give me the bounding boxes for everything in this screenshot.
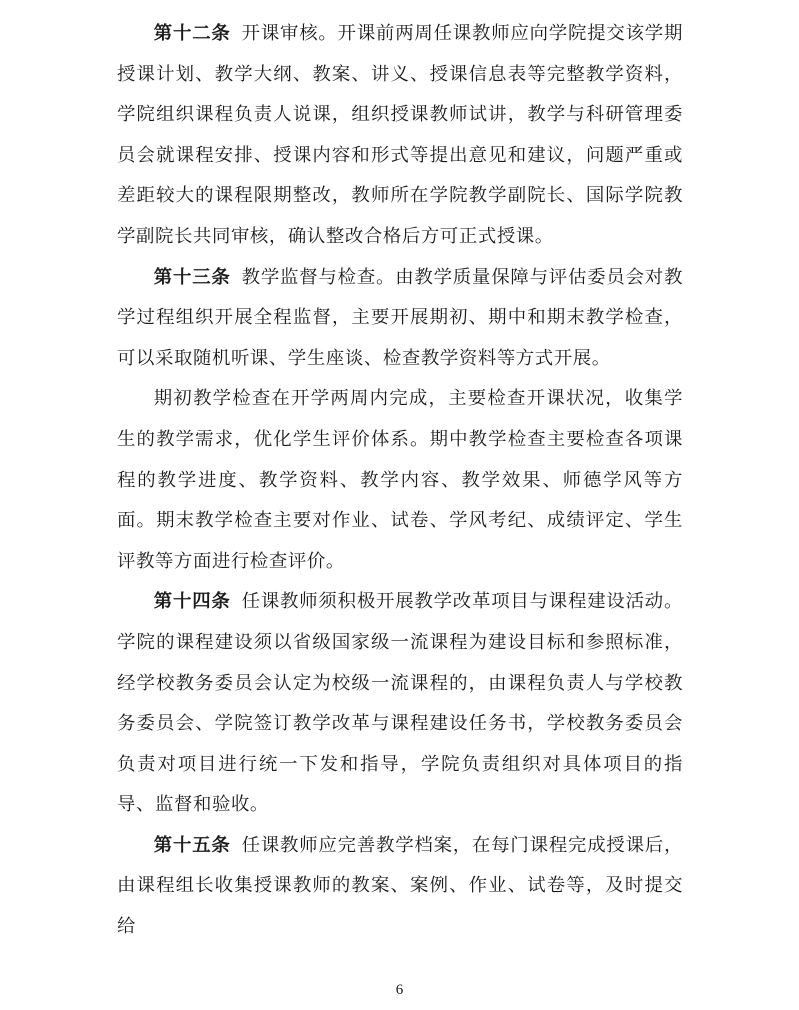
inspection-paragraph [117, 379, 683, 582]
inspection-text: 期初教学检查在开学两周内完成，主要检查开课状况，收集学生的教学需求，优化学生评价体系。期中教学检查主要检查各项课程的教学进度、教学资料、教学内容、教学效果、师德学风等方面。期末教学检查主要对作业、试卷、学风考纪、成绩评定、学生评教等方面进行检查评价。 [117, 388, 683, 572]
article-15-paragraph [117, 826, 683, 948]
article-15-label: 第十五条 [153, 834, 231, 856]
document-body [117, 14, 683, 948]
article-12-label: 第十二条 [153, 23, 231, 44]
article-13-label: 第十三条 [153, 266, 231, 288]
article-14-paragraph [117, 582, 683, 826]
article-15-text: 任课教师应完善教学档案，在每门课程完成授课后，由课程组长收集授课教师的教案、案例、作业、试卷等，及时提交给 [117, 834, 683, 938]
page-number: 6 [395, 982, 404, 998]
article-13-paragraph [117, 258, 683, 380]
article-14-label: 第十四条 [153, 591, 231, 613]
article-12-text: 开课审核。开课前两周任课教师应向学院提交该学期授课计划、教学大纲、教案、讲义、授课信息表等完整教学资料，学院组织课程负责人说课，组织授课教师试讲，教学与科研管理委员会就课程安排、授课内容和形式等提出意见和建议，问题严重或差距较大的课程限期整改，教师所在学院教学副院长、国际学院教学副院长共同审核，确认整改合格后方可正式授课。 [117, 23, 683, 247]
article-12-paragraph [117, 14, 683, 258]
article-13-text: 教学监督与检查。由教学质量保障与评估委员会对教学过程组织开展全程监督，主要开展期初、期中和期末教学检查，可以采取随机听课、学生座谈、检查教学资料等方式开展。 [117, 266, 683, 369]
article-14-text: 任课教师须积极开展教学改革项目与课程建设活动。学院的课程建设须以省级国家级一流课程为建设目标和参照标准，经学校教务委员会认定为校级一流课程的，由课程负责人与学校教务委员会、学院签订教学改革与课程建设任务书，学校教务委员会负责对项目进行统一下发和指导，学院负责组织对具体项目的指导、监督和验收。 [117, 591, 683, 816]
